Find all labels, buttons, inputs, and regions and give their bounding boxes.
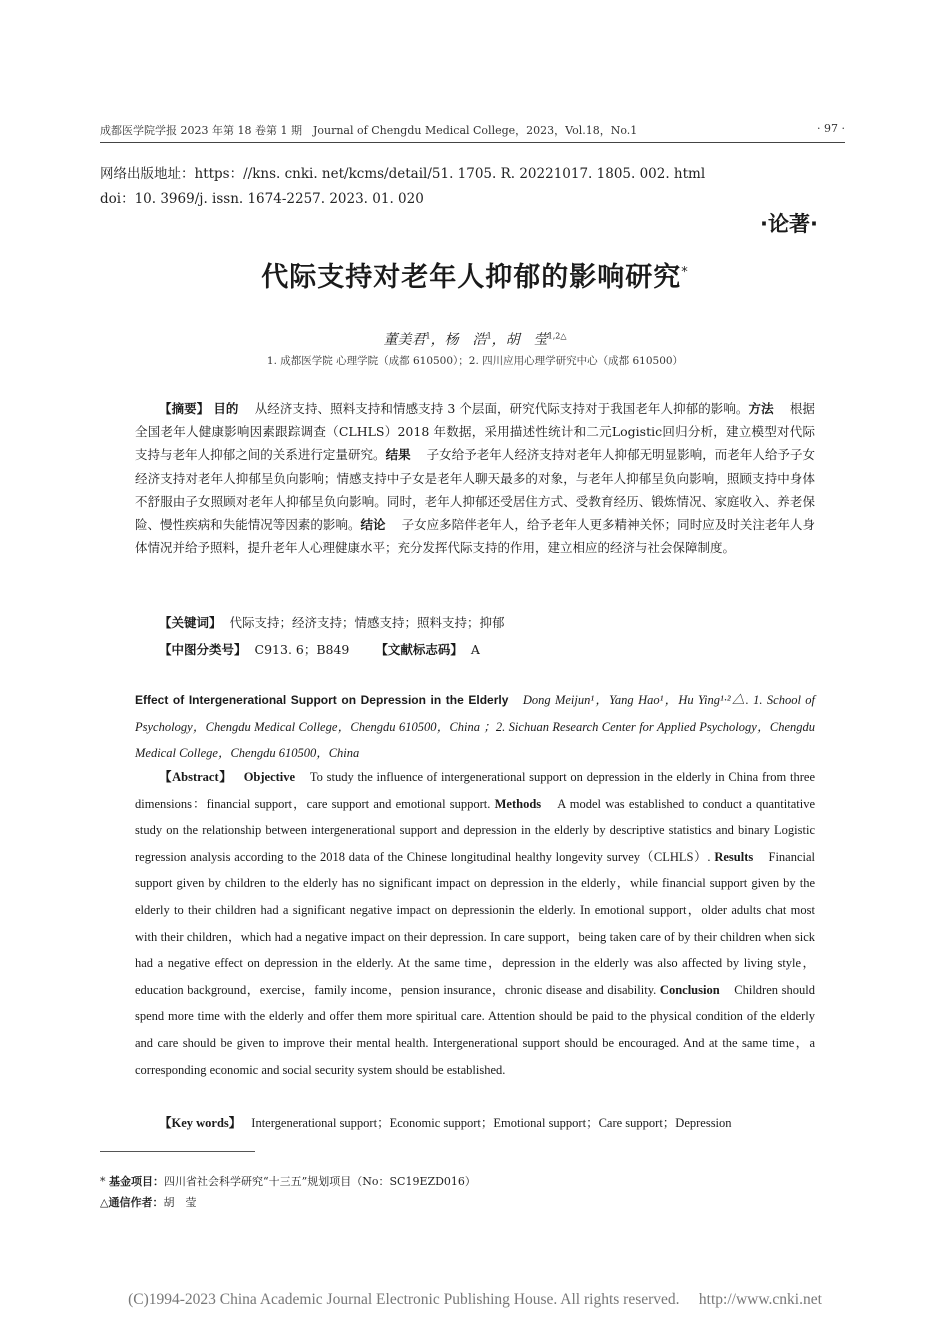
cn-keywords-label: 【关键词】 (159, 615, 222, 630)
author-sup: 1 (425, 331, 431, 341)
en-conclusion-text: Children should spend more time with the elderly and offer them more spiritual care. Attention should be paid to the physical condition of the elderly and care should be given to improve their mental health. Intergenerational support should be encouraged. And at the same time，a corresponding economic and social security system should be established. (135, 982, 815, 1077)
en-keywords-text: Intergenerational support；Economic support；Emotional support；Care support；Depression (251, 1116, 732, 1130)
section-tag: ·论著· (760, 212, 818, 236)
en-methods-label: Methods (494, 796, 542, 811)
en-keywords (159, 1113, 732, 1131)
en-abstract-label: 【Abstract】 (159, 770, 233, 784)
corr-text: 胡 莹 (163, 1196, 197, 1209)
clc-label: 【中图分类号】 (159, 642, 247, 657)
en-authors: Dong Meijun¹，Yang Hao¹，Hu Ying¹·²△. (522, 693, 749, 707)
author-name: 胡 莹 (505, 332, 548, 348)
funding-footnote (100, 1173, 476, 1189)
cn-results-text: 子女给予老年人经济支持对老年人抑郁无明显影响，而老年人给予子女经济支持对老年人抑郁呈负向影响；情感支持中子女是老年人聊天最多的对象，与老年人抑郁呈负向影响，照顾支持中身体不舒服由子女照顾对老年人抑郁呈负向影响。同时，老年人抑郁还受居住方式、受教育经历、锻炼情况、家庭收入、养老保险、慢性疾病和失能情况等因素的影响。 (135, 447, 815, 533)
cn-objective-label: 目的 (213, 401, 239, 416)
doi[interactable]: doi：10. 3969/j. issn. 1674-2257. 2023. 01. 020 (100, 191, 424, 207)
corr-mark: △ (100, 1196, 109, 1209)
page-number: · 97 · (817, 122, 845, 135)
en-abstract (135, 764, 815, 1083)
clc-value: C913. 6；B849 (254, 642, 350, 657)
cn-methods-text: 根据全国老年人健康影响因素跟踪调查（CLHLS）2018 年数据，采用描述性统计和二元Logistic回归分析，建立模型对代际支持与老年人抑郁之间的关系进行定量研究。 (135, 401, 815, 463)
en-title-block (135, 687, 815, 767)
en-objective-text: To study the influence of intergenerational support on depression in the elderly in China from three dimensions：financial support，care support and emotional support. (135, 770, 816, 811)
cn-conclusion-text: 子女应多陪伴老年人，给予老年人更多精神关怀；同时应及时关注老年人身体情况并给予照料，提升老年人心理健康水平；充分发挥代际支持的作用，建立相应的经济与社会保障制度。 (135, 517, 815, 556)
corresponding-footnote (100, 1194, 196, 1210)
cn-keywords-text: 代际支持；经济支持；情感支持；照料支持；抑郁 (229, 615, 505, 630)
cn-abstract-label: 【摘要】 (159, 401, 210, 416)
copyright-notice: (C)1994-2023 China Academic Journal Electronic Publishing House. All rights reserved. http://www.cnki.net (128, 1291, 822, 1308)
author-sup: 1,2△ (547, 331, 567, 341)
cn-abstract (135, 397, 815, 559)
running-head (100, 122, 845, 143)
cn-classification (159, 640, 480, 658)
corr-label: 通信作者： (108, 1196, 164, 1209)
en-results-text: Financial support given by children to the elderly has no significant impact on depression in the elderly，while financial support given by the elderly to their children had a significant negative impact on depressionin the elderly. In emotional support，older adults chat most with their children，which had a negative impact on their depression. In care support，being taken care of by their children when sick had a negative effect on depression in the elderly. At the same time，depression in the elderly was also affected by living style，education background，exercise，family income，pension insurance，chronic disease and disability. (135, 849, 816, 997)
journal-header: 成都医学院学报 2023 年第 18 卷第 1 期 Journal of Chengdu Medical College，2023，Vol.18，No.1 (100, 124, 638, 137)
doc-code-value: A (470, 642, 480, 657)
en-affiliation: 1. School of Psychology，Chengdu Medical College，Chengdu 610500，China ；2. Sichuan Research Center for Applied Psychology，Chengdu Medical College，Chengdu 610500，China (135, 693, 816, 760)
fund-text: 四川省社会科学研究“十三五”规划项目（No：SC19EZD016） (164, 1175, 476, 1188)
author-list: 董美君$^1$，杨 浩$^1$，胡 莹$^{1,2\triangle}$ (383, 331, 567, 348)
en-conclusion-label: Conclusion (659, 982, 720, 997)
paper-title (0, 255, 950, 294)
en-keywords-label: 【Key words】 (159, 1116, 242, 1130)
title-footnote-mark: * (681, 265, 689, 280)
affiliation: 1. 成都医学院 心理学院（成都 610500）；2. 四川应用心理学研究中心（成都 610500） (266, 355, 684, 367)
cn-objective-text: 从经济支持、照料支持和情感支持 3 个层面，研究代际支持对于我国老年人抑郁的影响。 (254, 401, 749, 416)
doc-code-label: 【文献标志码】 (375, 642, 463, 657)
author-name: 杨 浩 (444, 332, 487, 348)
author-name: 董美君 (383, 332, 426, 348)
cn-results-label: 结果 (385, 447, 411, 463)
fund-mark: * (100, 1175, 106, 1188)
en-methods-text: A model was established to conduct a quantitative study on the relationship between intergenerational support and depression in the elderly by descriptive statistics and binary Logistic regression analysis according to the 2018 data of the Chinese longitudinal healthy longevity survey（CLHLS）. (135, 796, 816, 864)
cn-methods-label: 方法 (748, 401, 774, 416)
en-title: Effect of Intergenerational Support on Depression in the Elderly (135, 693, 509, 707)
online-address[interactable]: 网络出版地址：https：//kns. cnki. net/kcms/detail/51. 1705. R. 20221017. 1805. 002. html (100, 166, 706, 182)
title-text: 代际支持对老年人抑郁的影响研究 (261, 262, 682, 293)
en-results-label: Results (714, 849, 754, 864)
footnote-divider (100, 1151, 255, 1152)
fund-label: 基金项目： (109, 1175, 164, 1188)
author-sup: 1 (486, 331, 492, 341)
cn-keywords (159, 613, 505, 631)
en-objective-label: Objective (243, 770, 296, 784)
cn-conclusion-label: 结论 (360, 517, 386, 533)
